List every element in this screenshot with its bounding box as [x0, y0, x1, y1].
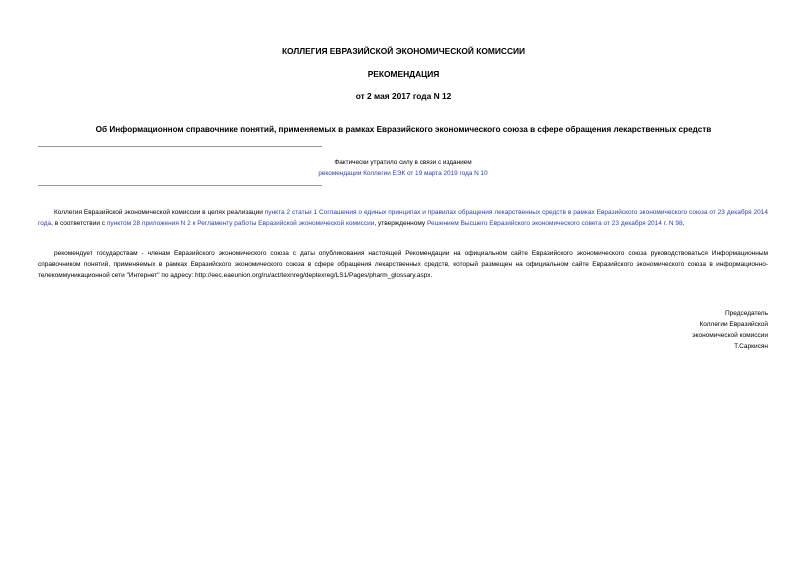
status-link[interactable]: рекомендации Коллегии ЕЭК от 19 марта 2019 года N 10 — [318, 170, 488, 177]
paragraph-recommendation: рекомендует государствам - членам Евразийского экономического союза с даты опубликования настоящей Рекомендации на официальном сайте Евразийского экономического союза руководствоваться Информационным справочником понятий, применяемых в рамках Евразийского экономического союза в сфере обращения лекарственных средств, который размещен на официальном сайте Евразийского экономического союза в информационно-телекоммуникационной сети "Интернет" по адресу: http://eec.eaeunion.org/ru/act/texnreg/deptexreg/LS1/Pages/pharm_glossary.aspx. — [38, 250, 768, 279]
preamble-text-1: Коллегия Евразийской экономической комиссии в целях реализации — [54, 209, 265, 216]
paragraph-preamble — [38, 207, 768, 229]
status-note — [300, 157, 506, 179]
agreement-link[interactable]: пункта 2 статьи 1 Соглашения о единых принципах и правилах обращения лекарственных средств в рамках Евразийского экономического союза от 23 декабря 2014 года — [38, 209, 768, 227]
status-bottom-divider — [38, 185, 322, 186]
status-text: Фактически утратило силу в связи с изданием — [334, 159, 472, 166]
preamble-text-4: , — [682, 220, 685, 227]
preamble-text-2: , в соответствии с — [51, 220, 107, 227]
regulation-link[interactable]: пунктом 28 приложения N 2 к Регламенту работы Евразийской экономической комиссии — [106, 220, 375, 227]
signature-name: Т.Саркисян — [734, 343, 768, 350]
signature-block — [692, 308, 768, 352]
issuer-heading: КОЛЛЕГИЯ ЕВРАЗИЙСКОЙ ЭКОНОМИЧЕСКОЙ КОМИССИИ — [281, 46, 526, 56]
document-type: РЕКОМЕНДАЦИЯ — [367, 69, 440, 79]
decision-link[interactable]: Решением Высшего Евразийского экономического совета от 23 декабря 2014 г. N 98 — [426, 220, 683, 227]
preamble-text-3: , утвержденному — [374, 220, 427, 227]
document-title: Об Информационном справочнике понятий, применяемых в рамках Евразийского экономического союза в сфере обращения лекарственных средств — [95, 125, 712, 134]
signature-commission: экономической комиссии — [692, 332, 768, 339]
signature-body: Коллегии Евразийской — [699, 321, 768, 328]
document-date: от 2 мая 2017 года N 12 — [355, 91, 452, 101]
signature-position: Председатель — [724, 310, 768, 317]
status-top-divider — [38, 146, 322, 147]
